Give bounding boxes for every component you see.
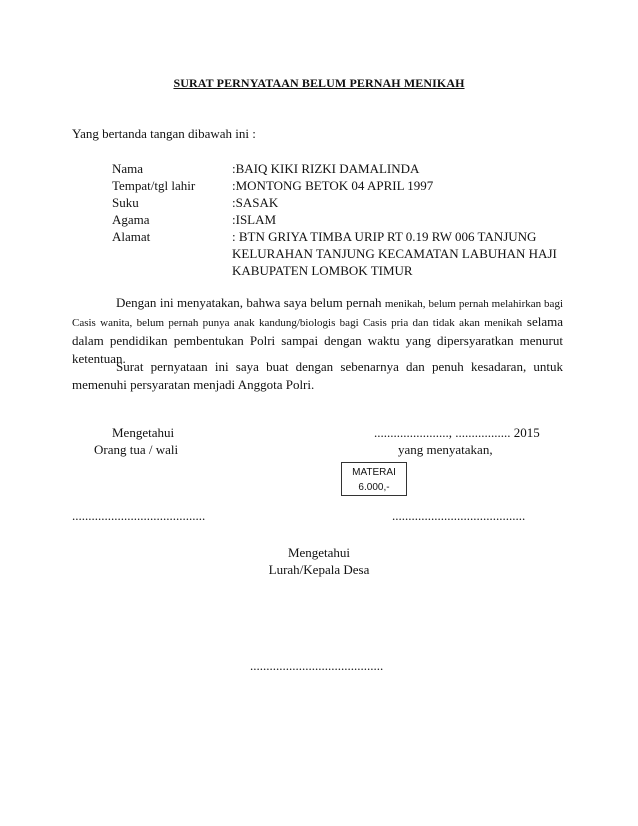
statement-paragraph <box>72 294 563 368</box>
intro-text: Yang bertanda tangan dibawah ini : <box>72 126 256 141</box>
left-sign-label: Mengetahui <box>112 425 175 440</box>
field-value-suku: :SASAK <box>232 195 279 210</box>
bottom-sign-role: Lurah/Kepala Desa <box>268 562 370 577</box>
field-value-nama: :BAIQ KIKI RIZKI DAMALINDA <box>232 161 420 176</box>
field-label-ttl: Tempat/tgl lahir <box>112 178 196 193</box>
materai-stamp-box <box>341 462 407 496</box>
field-value-ttl: :MONTONG BETOK 04 APRIL 1997 <box>232 178 434 193</box>
field-value-alamat-line1: : BTN GRIYA TIMBA URIP RT 0.19 RW 006 TANJUNG <box>232 229 537 244</box>
right-sign-date: ......................., ................. 2015 <box>374 425 540 440</box>
field-label-agama: Agama <box>112 212 150 227</box>
left-sign-role: Orang tua / wali <box>94 442 179 457</box>
statement-part2: menikah, belum pernah melahirkan bagi Casis wanita, belum pernah punya anak kandung/biologis bagi Casis pria dan tidak akan menikah <box>72 298 563 329</box>
field-label-alamat: Alamat <box>112 229 151 244</box>
materai-label: MATERAI <box>352 467 396 478</box>
field-label-nama: Nama <box>112 161 144 176</box>
statement-part3: selama dalam pendidikan pembentukan Polri sampai dengan waktu yang dipersyaratkan menurut ketentuan. <box>72 314 564 366</box>
right-sign-dots: ......................................... <box>392 508 526 523</box>
document-title: SURAT PERNYATAAN BELUM PERNAH MENIKAH <box>173 76 465 90</box>
bottom-sign-dots: ......................................... <box>250 658 384 673</box>
field-value-alamat-line2: KELURAHAN TANJUNG KECAMATAN LABUHAN HAJI <box>232 246 557 261</box>
left-sign-dots: ......................................... <box>72 508 206 523</box>
bottom-sign-label: Mengetahui <box>287 545 351 560</box>
right-sign-role: yang menyatakan, <box>398 442 493 457</box>
materai-value: 6.000,- <box>358 482 390 493</box>
field-value-alamat-line3: KABUPATEN LOMBOK TIMUR <box>232 263 413 278</box>
field-value-agama: :ISLAM <box>232 212 277 227</box>
field-label-suku: Suku <box>112 195 139 210</box>
statement-part1: Dengan ini menyatakan, bahwa saya belum pernah <box>116 295 385 310</box>
closing-paragraph: Surat pernyataan ini saya buat dengan sebenarnya dan penuh kesadaran, untuk memenuhi persyaratan menjadi Anggota Polri. <box>72 359 563 392</box>
